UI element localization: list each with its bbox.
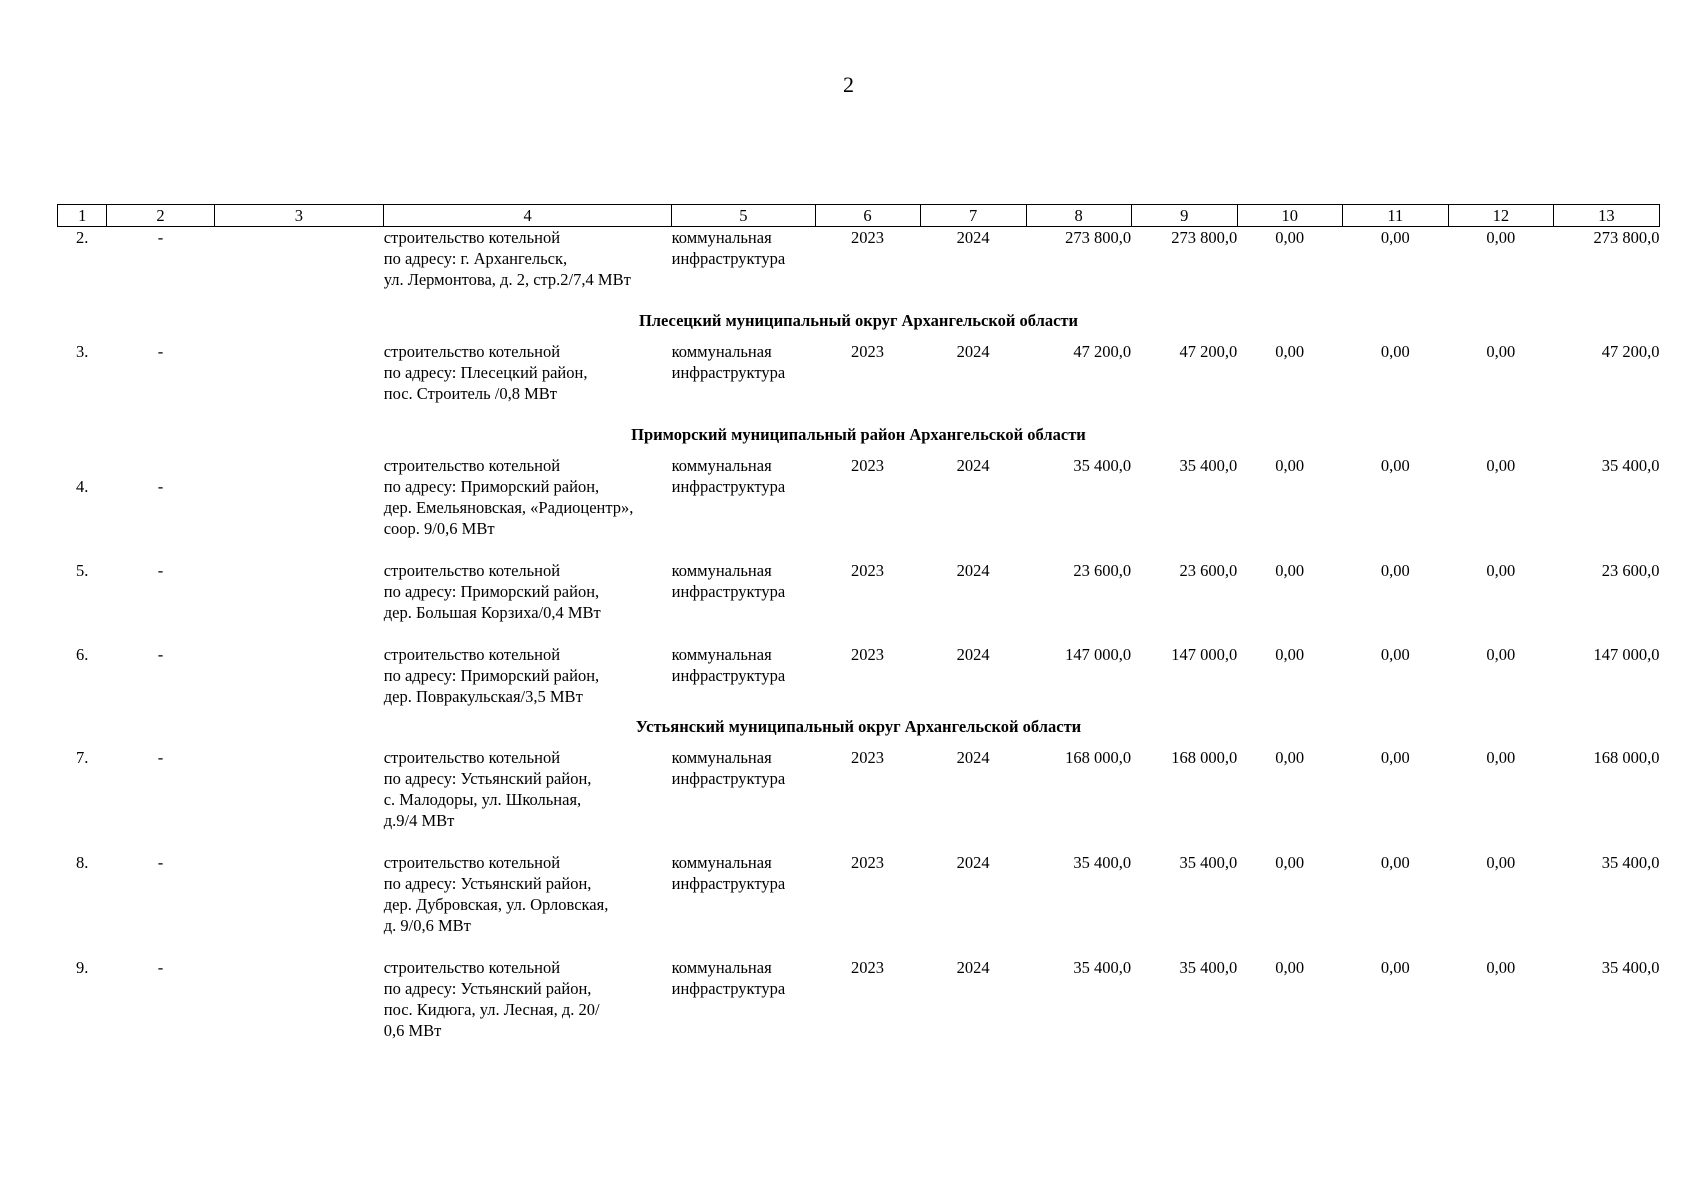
object-description-line: по адресу: Устьянский район, — [383, 979, 592, 998]
cost-column-11: 0,00 — [1380, 958, 1410, 977]
end-year: 2024 — [956, 645, 990, 664]
cost-column-13: 23 600,0 — [1601, 561, 1660, 580]
page-number: 2 — [843, 72, 854, 97]
object-description-line: по адресу: г. Архангельск, — [383, 249, 568, 268]
end-year: 2024 — [956, 456, 990, 475]
column-3-value — [214, 644, 384, 707]
object-description-line: дер. Дубровская, ул. Орловская, — [383, 895, 609, 914]
cost-column-9: 47 200,0 — [1179, 342, 1238, 361]
cost-column-11: 0,00 — [1380, 645, 1410, 664]
object-category — [672, 227, 815, 305]
column-number-cell: 2 — [107, 205, 214, 227]
column-number-header-row — [58, 205, 1660, 227]
object-description-line: пос. Строитель /0,8 МВт — [383, 384, 557, 403]
object-description-line: строительство котельной — [383, 853, 561, 872]
cost-column-10: 0,00 — [1275, 645, 1305, 664]
cost-column-11: 0,00 — [1380, 228, 1410, 247]
end-year: 2024 — [956, 342, 990, 361]
object-category — [672, 341, 815, 418]
cost-column-10: 0,00 — [1275, 228, 1305, 247]
cost-column-13: 168 000,0 — [1593, 748, 1660, 767]
cost-total: 35 400,0 — [1073, 456, 1132, 475]
object-description-line: д.9/4 МВт — [383, 811, 455, 830]
object-description-line: дер. Емельяновская, «Радиоцентр», — [383, 498, 634, 517]
cost-column-10: 0,00 — [1275, 561, 1305, 580]
section-heading-row — [58, 707, 1660, 747]
object-description — [384, 455, 672, 560]
start-year: 2023 — [851, 645, 885, 664]
start-year: 2023 — [851, 342, 885, 361]
object-category — [672, 747, 815, 852]
column-3-value — [214, 560, 384, 644]
cost-total: 35 400,0 — [1073, 958, 1132, 977]
column-number-cell: 3 — [214, 205, 384, 227]
cost-column-13: 147 000,0 — [1593, 645, 1660, 664]
column-number-cell: 12 — [1448, 205, 1553, 227]
column-2-value: - — [157, 958, 164, 977]
section-heading-row — [58, 418, 1660, 455]
column-number-cell: 6 — [815, 205, 920, 227]
cost-column-9: 168 000,0 — [1171, 748, 1238, 767]
section-heading-row — [58, 304, 1660, 341]
start-year: 2023 — [851, 561, 885, 580]
object-category-line: коммунальная — [671, 748, 772, 767]
cost-column-11: 0,00 — [1380, 748, 1410, 767]
row-number: 8. — [76, 853, 89, 872]
cost-column-11: 0,00 — [1380, 853, 1410, 872]
cost-column-12: 0,00 — [1486, 561, 1516, 580]
object-category-line: инфраструктура — [671, 979, 786, 998]
object-description-line: по адресу: Приморский район, — [383, 477, 600, 496]
column-2-value: - — [157, 748, 164, 767]
object-description-line: дер. Повракульская/3,5 МВт — [383, 687, 583, 706]
object-description-line: строительство котельной — [383, 561, 561, 580]
column-number-cell: 13 — [1553, 205, 1659, 227]
column-3-value — [214, 227, 384, 305]
object-description-line: по адресу: Устьянский район, — [383, 769, 592, 788]
cost-total: 23 600,0 — [1073, 561, 1132, 580]
cost-total: 168 000,0 — [1065, 748, 1132, 767]
column-2-value: - — [157, 228, 164, 247]
column-3-value — [214, 341, 384, 418]
object-category-line: инфраструктура — [671, 582, 786, 601]
object-category — [672, 957, 815, 1041]
object-description — [384, 341, 672, 418]
object-description-line: дер. Большая Корзиха/0,4 МВт — [383, 603, 601, 622]
column-2-value: - — [157, 561, 164, 580]
cost-total: 273 800,0 — [1065, 228, 1132, 247]
end-year: 2024 — [956, 228, 990, 247]
object-category — [672, 455, 815, 560]
column-number-cell: 8 — [1026, 205, 1131, 227]
cost-column-13: 35 400,0 — [1601, 853, 1660, 872]
cost-column-12: 0,00 — [1486, 958, 1516, 977]
cost-column-9: 23 600,0 — [1179, 561, 1238, 580]
cost-column-10: 0,00 — [1275, 748, 1305, 767]
end-year: 2024 — [956, 853, 990, 872]
column-number-cell: 4 — [384, 205, 672, 227]
object-category-line: инфраструктура — [671, 477, 786, 496]
object-description — [384, 560, 672, 644]
column-number-cell: 9 — [1131, 205, 1237, 227]
column-number-cell: 7 — [920, 205, 1026, 227]
cost-column-9: 147 000,0 — [1171, 645, 1238, 664]
cost-column-13: 35 400,0 — [1601, 456, 1660, 475]
cost-column-12: 0,00 — [1486, 853, 1516, 872]
column-3-value — [214, 852, 384, 957]
cost-column-12: 0,00 — [1486, 342, 1516, 361]
end-year: 2024 — [956, 958, 990, 977]
table-row — [58, 957, 1660, 1041]
table-row — [58, 227, 1660, 305]
object-description — [384, 957, 672, 1041]
object-description-line: строительство котельной — [383, 645, 561, 664]
object-category-line: коммунальная — [671, 561, 772, 580]
object-description-line: по адресу: Приморский район, — [383, 582, 600, 601]
cost-column-11: 0,00 — [1380, 456, 1410, 475]
column-2-value: - — [157, 342, 164, 361]
cost-column-10: 0,00 — [1275, 342, 1305, 361]
table-row — [58, 455, 1660, 560]
column-2-value: - — [157, 477, 164, 496]
row-number: 7. — [76, 748, 89, 767]
row-number: 2. — [76, 228, 89, 247]
column-number-cell: 10 — [1237, 205, 1342, 227]
column-2-value: - — [157, 645, 164, 664]
object-description-line: по адресу: Приморский район, — [383, 666, 600, 685]
object-description-line: строительство котельной — [383, 228, 561, 247]
row-number: 6. — [76, 645, 89, 664]
object-category — [672, 852, 815, 957]
investment-projects-table — [57, 204, 1660, 1041]
table-row — [58, 560, 1660, 644]
row-number: 3. — [76, 342, 89, 361]
object-description-line: строительство котельной — [383, 342, 561, 361]
cost-column-9: 273 800,0 — [1171, 228, 1238, 247]
object-description-line: с. Малодоры, ул. Школьная, — [383, 790, 582, 809]
cost-column-10: 0,00 — [1275, 853, 1305, 872]
object-description-line: пос. Кидюга, ул. Лесная, д. 20/ — [383, 1000, 600, 1019]
start-year: 2023 — [851, 958, 885, 977]
object-description-line: строительство котельной — [383, 748, 561, 767]
object-category-line: коммунальная — [671, 342, 772, 361]
object-category — [672, 560, 815, 644]
column-3-value — [214, 747, 384, 852]
object-category-line: коммунальная — [671, 456, 772, 475]
cost-column-12: 0,00 — [1486, 645, 1516, 664]
table-row — [58, 644, 1660, 707]
cost-column-13: 273 800,0 — [1593, 228, 1660, 247]
object-category-line: коммунальная — [671, 645, 772, 664]
object-category-line: инфраструктура — [671, 769, 786, 788]
object-category-line: инфраструктура — [671, 874, 786, 893]
cost-total: 147 000,0 — [1065, 645, 1132, 664]
cost-column-11: 0,00 — [1380, 342, 1410, 361]
section-heading: Приморский муниципальный район Архангельской области — [631, 425, 1086, 444]
cost-column-9: 35 400,0 — [1179, 853, 1238, 872]
row-number: 4. — [76, 477, 89, 496]
object-category-line: инфраструктура — [671, 249, 786, 268]
start-year: 2023 — [851, 228, 885, 247]
object-category-line: коммунальная — [671, 853, 772, 872]
object-description-line: по адресу: Устьянский район, — [383, 874, 592, 893]
section-heading: Плесецкий муниципальный округ Архангельской области — [638, 311, 1079, 330]
table-row — [58, 341, 1660, 418]
cost-column-9: 35 400,0 — [1179, 456, 1238, 475]
object-description — [384, 852, 672, 957]
object-description — [384, 747, 672, 852]
section-heading: Устьянский муниципальный округ Архангельской области — [635, 717, 1082, 736]
cost-column-11: 0,00 — [1380, 561, 1410, 580]
column-number-cell: 11 — [1342, 205, 1448, 227]
object-category-line: инфраструктура — [671, 363, 786, 382]
cost-column-12: 0,00 — [1486, 228, 1516, 247]
object-category-line: инфраструктура — [671, 666, 786, 685]
column-2-value: - — [157, 853, 164, 872]
cost-column-10: 0,00 — [1275, 958, 1305, 977]
object-description-line: ул. Лермонтова, д. 2, стр.2/7,4 МВт — [383, 270, 631, 289]
column-number-cell: 5 — [672, 205, 815, 227]
cost-total: 35 400,0 — [1073, 853, 1132, 872]
cost-column-10: 0,00 — [1275, 456, 1305, 475]
cost-column-9: 35 400,0 — [1179, 958, 1238, 977]
end-year: 2024 — [956, 748, 990, 767]
cost-column-13: 47 200,0 — [1601, 342, 1660, 361]
column-number-cell: 1 — [58, 205, 107, 227]
start-year: 2023 — [851, 853, 885, 872]
start-year: 2023 — [851, 748, 885, 767]
cost-column-13: 35 400,0 — [1601, 958, 1660, 977]
column-3-value — [214, 455, 384, 560]
column-3-value — [214, 957, 384, 1041]
object-description — [384, 644, 672, 707]
cost-column-12: 0,00 — [1486, 748, 1516, 767]
object-description-line: д. 9/0,6 МВт — [383, 916, 471, 935]
object-description-line: соор. 9/0,6 МВт — [383, 519, 495, 538]
row-number: 9. — [76, 958, 89, 977]
table-row — [58, 747, 1660, 852]
object-description-line: строительство котельной — [383, 456, 561, 475]
object-description-line: 0,6 МВт — [383, 1021, 442, 1040]
object-category-line: коммунальная — [671, 958, 772, 977]
table-row — [58, 852, 1660, 957]
cost-total: 47 200,0 — [1073, 342, 1132, 361]
object-category — [672, 644, 815, 707]
start-year: 2023 — [851, 456, 885, 475]
object-description-line: строительство котельной — [383, 958, 561, 977]
object-description — [384, 227, 672, 305]
end-year: 2024 — [956, 561, 990, 580]
object-category-line: коммунальная — [671, 228, 772, 247]
object-description-line: по адресу: Плесецкий район, — [383, 363, 588, 382]
row-number: 5. — [76, 561, 89, 580]
cost-column-12: 0,00 — [1486, 456, 1516, 475]
